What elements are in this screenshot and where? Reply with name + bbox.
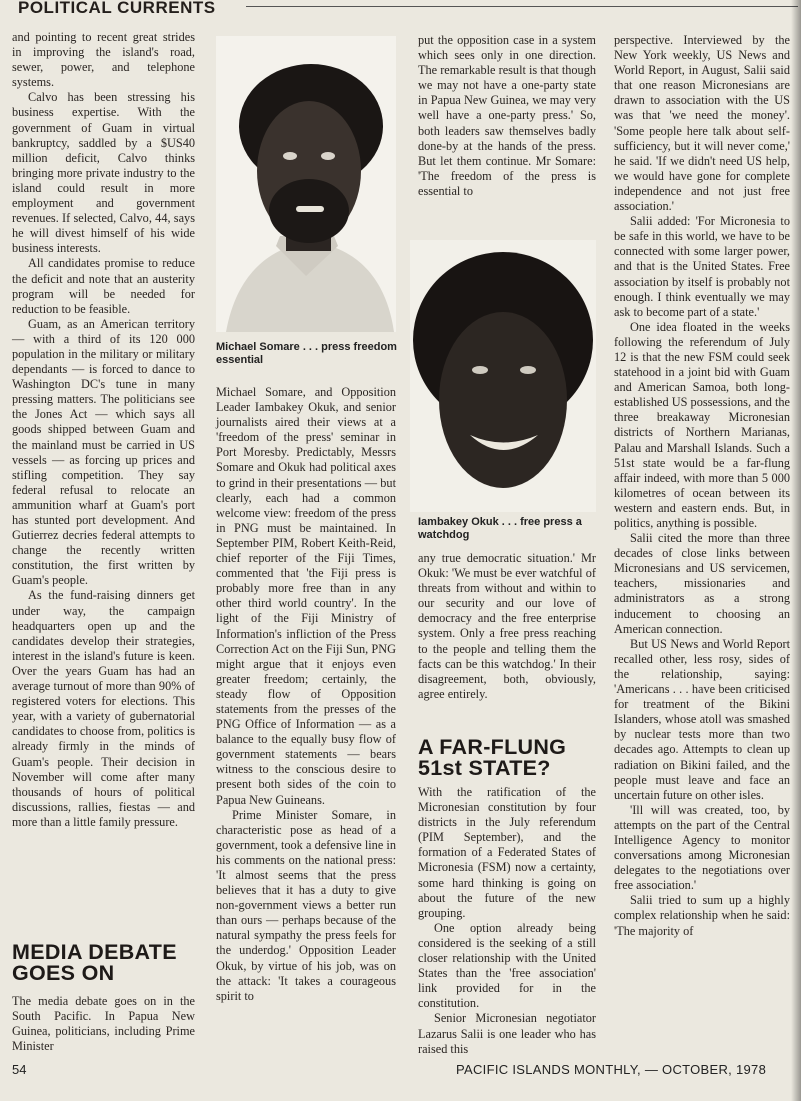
paragraph: any true democratic situation.' Mr Okuk: 'We must be ever watchful of threats from without and within to our security and our love of democracy and the free enterprise system. Only a free press reaching to the people and telling them the facts can be this watchdog.' In their disagreement, both, obviously, agree entirely. <box>418 551 596 701</box>
headline-media-debate: MEDIA DEBATE GOES ON <box>12 940 177 985</box>
paragraph: Salii cited the more than three decades of close links between Micronesians and US servicemen, teachers, missionaries and administrators as a strong inducement to choosing an American connection. <box>614 531 790 636</box>
column-4 <box>614 33 790 939</box>
paragraph: One option already being considered is the seeking of a still closer relationship with the United States than the 'free association' link provided for in the constitution. <box>418 920 596 1011</box>
paragraph: put the opposition case in a system which sees only in one direction. The remarkable result is that though we may not have a one-party state in Papua New Guinea, we may very well have a one-party press.' So, both leaders saw themselves badly done-by at the hands of the press. But let them continue. Mr Somare: 'The freedom of the press is essential to <box>418 33 596 198</box>
portrait-image <box>216 36 396 332</box>
paragraph: As the fund-raising dinners get under way, the campaign headquarters open up and the candidates develop their strategies, interest in the island's future is keen. Over the years Guam has had an average turnout of more than 90% of registered voters for elections. This year, with a variety of gubernatorial candidates to choose from, politics is already firmly in the minds of Guam's people. Their decision in November will come after many thousands of hours of political discussions, rallies, fiestas — and more than a little family pressure. <box>12 588 195 829</box>
photo-iambakey-okuk <box>410 240 596 512</box>
photo-caption: Iambakey Okuk . . . free press a watchdog <box>418 516 582 541</box>
column-1 <box>12 30 195 830</box>
section-title: POLITICAL CURRENTS <box>18 0 216 17</box>
paragraph: Calvo has been stressing his business expertise. With the government of Guam in virtual bankruptcy, saddled by a $US40 million deficit, Calvo thinks bringing more private industry to the island could result in more employment and government revenues. If selected, Calvo, 44, says he will divest himself of his wide business interests. <box>12 90 195 256</box>
paragraph: Salii tried to sum up a highly complex relationship when he said: 'The majority of <box>614 893 790 938</box>
section-header <box>18 0 798 18</box>
paragraph: Salii added: 'For Micronesia to be safe in this world, we have to be connected with some larger power, and that is the United States. Free association by itself is probably not enough. I think eventually we may ask to become part of a state.' <box>614 214 790 319</box>
paragraph: Michael Somare, and Opposition Leader Iambakey Okuk, and senior journalists aired their views at a 'freedom of the press' seminar in Port Moresby. Predictably, Messrs Somare and Okuk had political axes to grind in their presentations — but clearly, each had a common welcome view: freedom of the press in PNG must be maintained. In September PIM, Robert Keith-Reid, chief reporter of the Fiji Times, commented that 'the Fiji press is probably more free than in any other third world country'. In the light of the Fiji Ministry of Information's infliction of the Press Correction Act on the Fiji Sun, PNG might argue that it enjoys even greater freedom; certainly, the steady flow of Opposition statements from the presses of the PNG Office of Information — as a balance to the equally busy flow of government statements — bears witness to the conscious desire to present both sides of the coin to Papua New Guineans. <box>216 385 396 807</box>
paragraph: Senior Micronesian negotiator Lazarus Salii is one leader who has raised this <box>418 1011 596 1056</box>
paragraph: All candidates promise to reduce the deficit and note that an austerity program will be needed for reduction to be feasible. <box>12 256 195 316</box>
column-3-continued <box>418 551 596 702</box>
header-rule <box>246 6 798 7</box>
paragraph: Guam, as an American territory — with a third of its 120 000 population in the military or military dependants — is forced to dance to Washington DC's tune in many pressing matters. The politicians see the Jones Act — which says all goods shipped between Guam and the mainland must be carried in US vessels — as forcing up prices and stifling competition. They say federal refusal to relocate an ammunition wharf at Guam's port has stunted port development. And Gutierrez decries federal attempts to change the recently written constitution, the first written by Guam's people. <box>12 316 195 588</box>
portrait-image <box>410 240 596 512</box>
paragraph: One idea floated in the weeks following the referendum of July 12 is that the new FSM could seek statehood in a joint bid with Guam and American Samoa, both long-established US possessions, and the three breakaway Micronesian districts of Northern Marianas, Palau and Marshall Islands. Such a 51st state would be a far-flung affair indeed, with more than 5 000 kilometres of ocean between its western and eastern ends. But, in politics, anything is possible. <box>614 319 790 530</box>
paragraph: The media debate goes on in the South Pacific. In Papua New Guinea, politicians, including Prime Minister <box>12 994 195 1054</box>
column-1-continued <box>12 994 195 1054</box>
page-number: 54 <box>12 1062 27 1077</box>
paragraph: perspective. Interviewed by the New York weekly, US News and World Report, in August, Salii said that one reason Micronesians are drawn to association with the US was that 'we need the money'. 'Some people here talk about self-sufficiency, but it will never come,' he said. 'If we didn't need US help, we would have gone for complete independence and not just free association.' <box>614 33 790 214</box>
paragraph: But US News and World Report recalled other, less rosy, sides of the relationship, saying: 'Americans . . . have been criticised for treatment of the Bikini Islanders, whose atoll was smashed by nuclear tests more than two decades ago. Attempts to clean up radiation on Bikini failed, and the people must leave and face an uncertain future on other isles. <box>614 636 790 802</box>
column-2 <box>216 385 396 1004</box>
photo-caption: Michael Somare . . . press freedom essential <box>216 341 397 366</box>
page-edge-shadow <box>791 0 801 1101</box>
column-3-lower <box>418 785 596 1057</box>
photo-michael-somare <box>216 36 396 332</box>
column-3 <box>418 33 596 199</box>
publication-line: PACIFIC ISLANDS MONTHLY, — OCTOBER, 1978 <box>456 1062 767 1077</box>
headline-far-flung-51st-state: A FAR-FLUNG 51st STATE? <box>418 735 567 780</box>
paragraph: With the ratification of the Micronesian constitution by four districts in the July referendum (PIM September), and the formation of a Federated States of Micronesia (FSM) now a certainty, some hard thinking is going on about the future of the new grouping. <box>418 785 596 920</box>
paragraph: Prime Minister Somare, in characteristic pose as head of a government, took a defensive line in his comments on the national press: 'It almost seems that the press believes that it has a duty to give non-government views a better run than ours — perhaps because of the natural sympathy the press feels for the underdog.' Opposition Leader Okuk, by virtue of his job, was on the attack: 'It takes a courageous spirit to <box>216 807 396 1003</box>
paragraph: and pointing to recent great strides in improving the island's road, sewer, power, and telephone systems. <box>12 30 195 90</box>
paragraph: 'Ill will was created, too, by attempts on the part of the Central Intelligence Agency to monitor conversations among Micronesian delegates to the negotiations over free association.' <box>614 802 790 893</box>
